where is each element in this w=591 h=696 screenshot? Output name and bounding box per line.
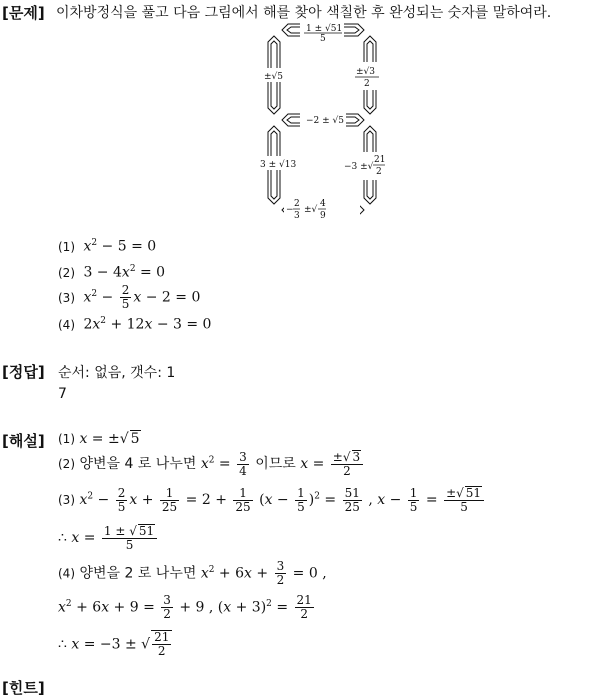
svg-text:3: 3: [294, 211, 300, 221]
svg-text:2: 2: [294, 199, 300, 209]
problem-item-2: (2) $3 - 4x^2 = 0$: [58, 264, 166, 281]
segment-upper-left-label: ±√5: [264, 72, 284, 82]
problem-item-4: (4) $2x^2 + 12x - 3 = 0$: [58, 316, 212, 333]
svg-text:±√: ±√: [304, 205, 318, 215]
problem-label: [문제]: [2, 4, 45, 22]
segment-lower-left-label: 3 ± √13: [260, 160, 297, 170]
explanation-line-3: (3) $x^2$ − $\frac{2}{5}$ x + $\frac{1}{25}$ = 2 + $\frac{1}{25}$ (x − $\frac{1}{5}$ )$^2$ = $\frac{51}{25}$ , x − $\frac{1}{5}$ = $\frac{\pm√ 51}{5}$: [58, 486, 486, 514]
answer-line-1: 순서: 없음, 갯수: 1: [58, 365, 176, 381]
explanation-line-1: (1) x = ±√ 5: [58, 431, 140, 447]
explanation-line-6: $x^2 + 6x + 9$ = $\frac{3}{2}$ + 9 , $(x + 3)^2$ = $\frac{21}{2}$: [58, 593, 312, 621]
answer-label: [정답]: [2, 363, 45, 381]
item-number: (2): [58, 265, 75, 280]
explanation-line-5: (4) 양변을 2 로 나누면 $x^2 + 6x$ + $\frac{3}{2}$ = 0 ,: [58, 559, 327, 587]
segment-upper-right-label: ±√3: [356, 67, 376, 77]
svg-text:5: 5: [320, 34, 326, 44]
problem-item-1: (1) $x^2 - 5 = 0$: [58, 238, 157, 255]
seven-segment-figure: [258, 22, 388, 222]
svg-text:2: 2: [376, 167, 382, 177]
item-number: (3): [58, 290, 75, 305]
svg-text:4: 4: [320, 199, 326, 209]
explanation-line-7: ∴ x = −3 ± √ $\frac{21}{2}$: [58, 630, 172, 658]
segment-bottom-label: −: [286, 205, 294, 215]
svg-text:9: 9: [320, 211, 326, 221]
segment-top-label: 1 ± √51: [306, 24, 343, 34]
hint-label: [힌트]: [2, 679, 45, 696]
problem-text: 이차방정식을 풀고 다음 그림에서 해를 찾아 색칠한 후 완성되는 숫자를 말하여라.: [56, 5, 552, 21]
segment-lower-right-label: −3 ±√: [344, 162, 374, 172]
svg-text:2: 2: [364, 79, 370, 89]
explanation-label: [해설]: [2, 432, 45, 450]
item-number: (4): [58, 317, 75, 332]
svg-text:21: 21: [374, 155, 386, 165]
item-number: (1): [58, 239, 75, 254]
explanation-line-2: (2) 양변을 4 로 나누면 $x^2$ = $\frac{3}{4}$ 이므로 x = $\frac{\pm√ 3}{2}$: [58, 450, 365, 478]
problem-item-3: (3) $x^2$ − $\frac{2}{5}$ x − 2 = 0: [58, 283, 201, 311]
explanation-line-4: ∴ x = $\frac{1 \pm √ 51}{5}$: [58, 524, 159, 552]
segment-middle-label: −2 ± √5: [306, 116, 344, 126]
answer-line-2: 7: [58, 386, 67, 402]
